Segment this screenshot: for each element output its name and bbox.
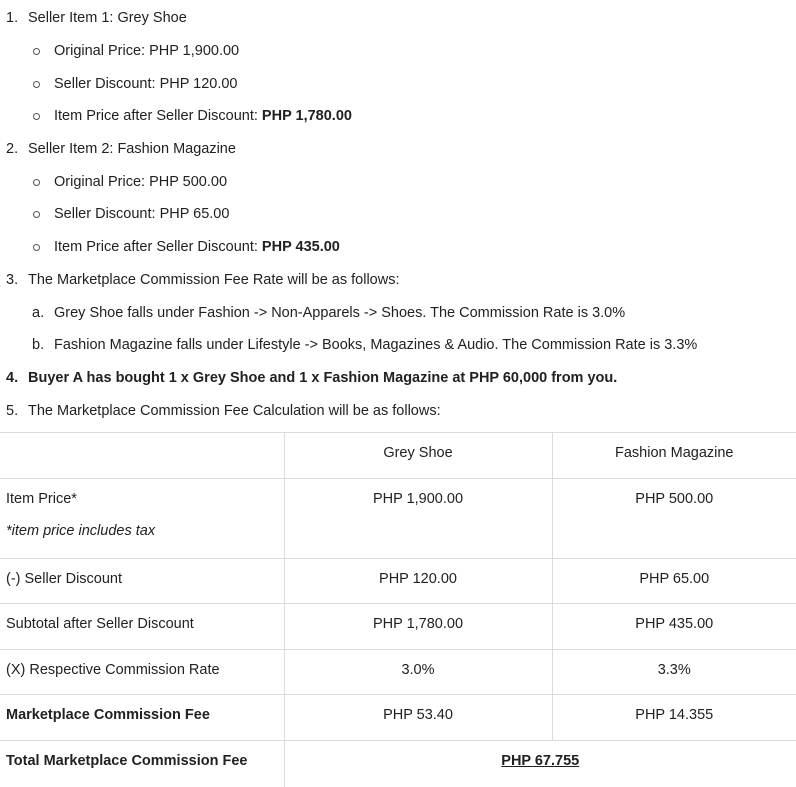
sub-item-original-price: Original Price: PHP 1,900.00 xyxy=(54,43,240,59)
row-label-subtotal: Subtotal after Seller Discount xyxy=(0,604,284,650)
commission-table xyxy=(0,432,796,787)
cell-value: PHP 53.40 xyxy=(284,695,552,741)
cell-value: PHP 65.00 xyxy=(552,559,796,604)
table-row xyxy=(0,695,796,741)
header-fashion-magazine: Fashion Magazine xyxy=(552,433,796,479)
list-item-calculation: The Marketplace Commission Fee Calculation will be as follows: xyxy=(28,403,441,419)
row-label-seller-discount: (-) Seller Discount xyxy=(0,559,284,604)
table-total-row xyxy=(0,741,796,787)
sub-item-original-price: Original Price: PHP 500.00 xyxy=(54,174,228,190)
header-grey-shoe: Grey Shoe xyxy=(284,433,552,479)
sub-item-price-after-discount: Item Price after Seller Discount: PHP 435.00 xyxy=(54,239,340,255)
cell-value: PHP 1,900.00 xyxy=(284,479,552,559)
row-label-commission-fee: Marketplace Commission Fee xyxy=(0,695,284,741)
sub-item-magazine-rate: Fashion Magazine falls under Lifestyle -> Books, Magazines & Audio. The Commission Rate is 3.3% xyxy=(54,337,698,353)
cell-value: PHP 435.00 xyxy=(552,604,796,650)
list-number: 4. xyxy=(6,370,19,386)
list-number: 3. xyxy=(6,272,19,288)
table-row xyxy=(0,559,796,604)
hollow-bullet-icon xyxy=(33,211,40,218)
cell-value: 3.3% xyxy=(552,650,796,695)
cell-value: PHP 120.00 xyxy=(284,559,552,604)
sub-item-seller-discount: Seller Discount: PHP 120.00 xyxy=(54,76,238,92)
hollow-bullet-icon xyxy=(33,81,40,88)
row-label-total-fee: Total Marketplace Commission Fee xyxy=(0,741,284,787)
table-header-row xyxy=(0,433,796,479)
list-number: 1. xyxy=(6,10,19,26)
hollow-bullet-icon xyxy=(33,244,40,251)
table-row xyxy=(0,479,796,559)
list-item-buyer-purchase: Buyer A has bought 1 x Grey Shoe and 1 x Fashion Magazine at PHP 60,000 from you. xyxy=(28,370,618,386)
cell-value: PHP 14.355 xyxy=(552,695,796,741)
list-item-commission-rate: The Marketplace Commission Fee Rate will be as follows: xyxy=(28,272,400,288)
cell-value: PHP 1,780.00 xyxy=(284,604,552,650)
sub-item-marker: b. xyxy=(32,337,45,353)
cell-value: 3.0% xyxy=(284,650,552,695)
sub-item-marker: a. xyxy=(32,305,45,321)
sub-item-grey-shoe-rate: Grey Shoe falls under Fashion -> Non-Apparels -> Shoes. The Commission Rate is 3.0% xyxy=(54,305,626,321)
hollow-bullet-icon xyxy=(33,179,40,186)
header-cell-empty xyxy=(0,433,284,479)
table-row xyxy=(0,650,796,695)
sub-item-seller-discount: Seller Discount: PHP 65.00 xyxy=(54,206,230,222)
list-item-seller-item-1: Seller Item 1: Grey Shoe xyxy=(28,10,187,26)
tax-note: *item price includes tax xyxy=(6,523,156,539)
list-number: 2. xyxy=(6,141,19,157)
hollow-bullet-icon xyxy=(33,113,40,120)
list-number: 5. xyxy=(6,403,19,419)
hollow-bullet-icon xyxy=(33,48,40,55)
total-fee-value: PHP 67.755 xyxy=(501,753,580,769)
row-label-commission-rate: (X) Respective Commission Rate xyxy=(0,650,284,695)
list-item-seller-item-2: Seller Item 2: Fashion Magazine xyxy=(28,141,236,157)
cell-value: PHP 500.00 xyxy=(552,479,796,559)
sub-item-price-after-discount: Item Price after Seller Discount: PHP 1,780.00 xyxy=(54,108,352,124)
table-row xyxy=(0,604,796,650)
row-label-item-price: Item Price* xyxy=(6,491,77,507)
